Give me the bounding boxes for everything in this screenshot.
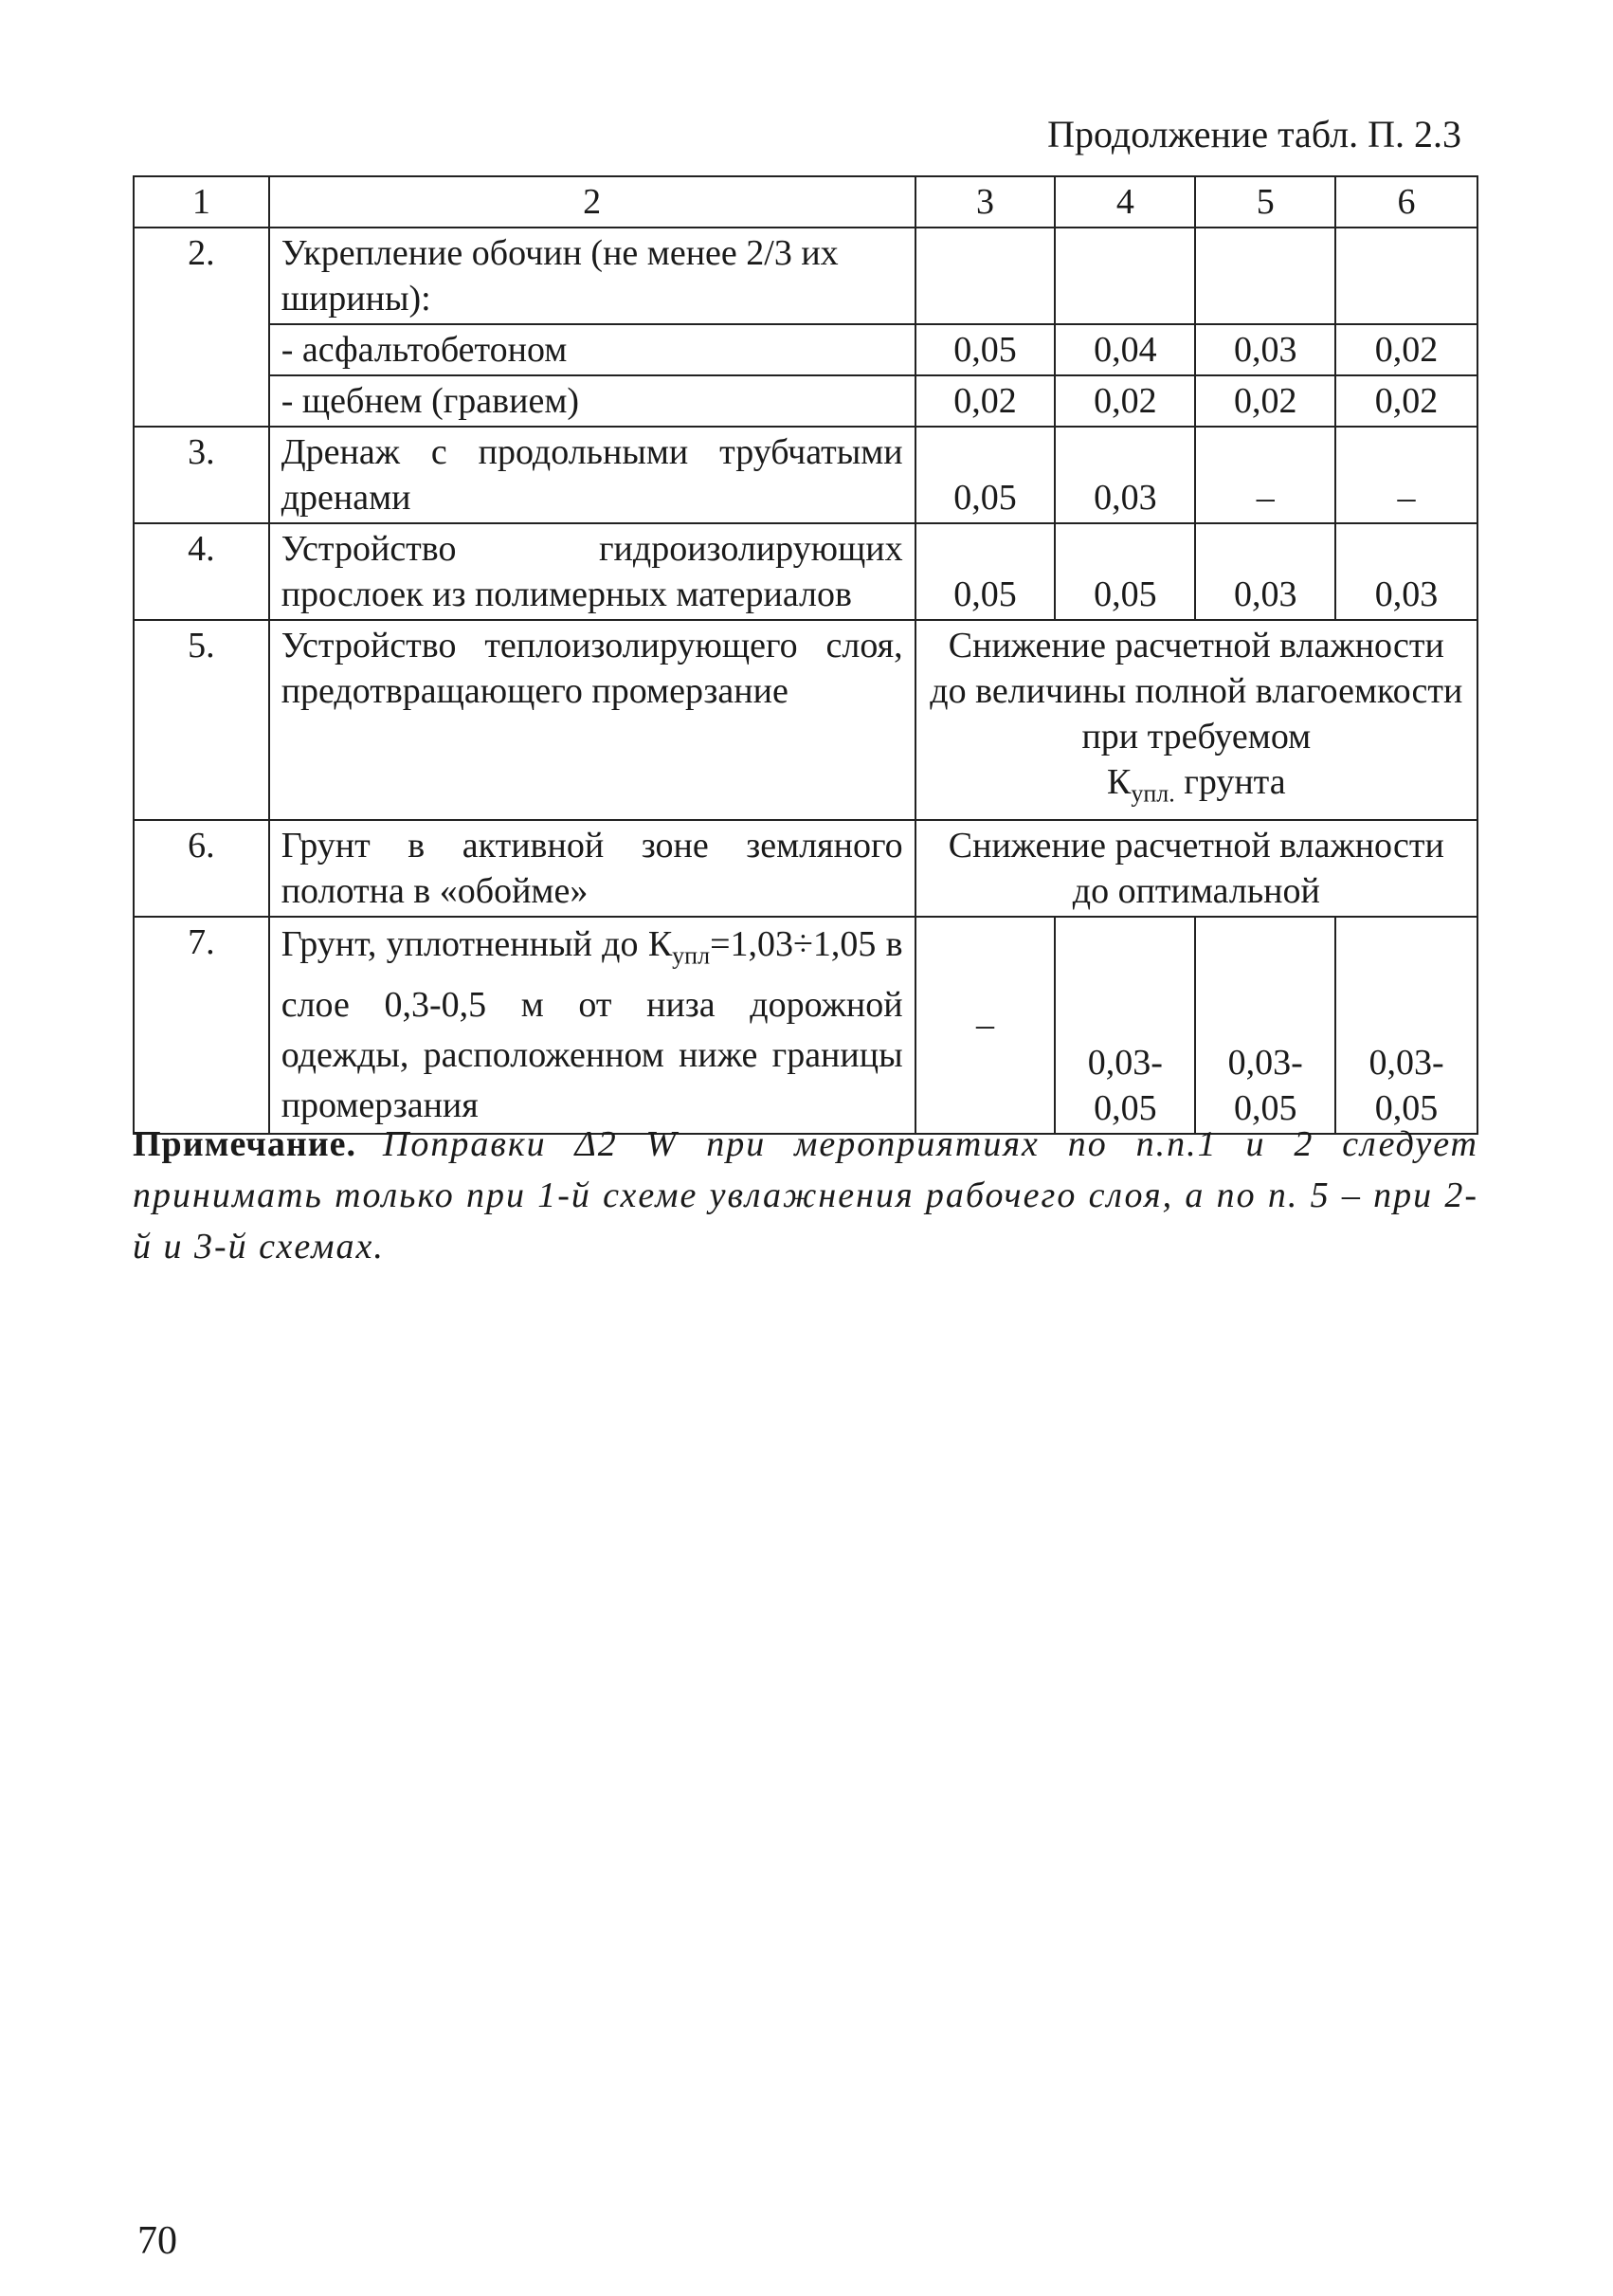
note-label: Примечание. <box>133 1124 356 1164</box>
merged-text: Снижение расчетной влажности до величины полной влагоемкости при требуемом <box>930 626 1463 756</box>
empty-cell <box>1055 228 1195 324</box>
empty-cell <box>915 228 1056 324</box>
merged-tail: грунта <box>1174 762 1286 802</box>
table-row <box>134 228 1477 324</box>
value-cell: 0,02 <box>915 375 1056 427</box>
table-row <box>134 324 1477 375</box>
value-cell: 0,02 <box>1335 324 1477 375</box>
table-row <box>134 375 1477 427</box>
row-description: Устройство теплоизолирующего слоя, предотвращающего промерзание <box>269 620 915 820</box>
value-cell: 0,05 <box>1055 523 1195 620</box>
value-cell: 0,05 <box>915 427 1056 523</box>
table-continuation-caption: Продолжение табл. П. 2.3 <box>1047 113 1461 155</box>
row-number: 6. <box>134 820 269 917</box>
table-row <box>134 917 1477 1135</box>
value-cell: 0,03-0,05 <box>1335 917 1477 1135</box>
value-cell: 0,03 <box>1055 427 1195 523</box>
table-header-row <box>134 176 1477 228</box>
footnote <box>133 1119 1478 1272</box>
value-cell: 0,02 <box>1195 375 1335 427</box>
header-cell: 4 <box>1055 176 1195 228</box>
merged-value-cell <box>915 620 1477 820</box>
value-cell: 0,04 <box>1055 324 1195 375</box>
value-cell: – <box>915 917 1056 1135</box>
merged-value-cell: Снижение расчетной влажности до оптимальной <box>915 820 1477 917</box>
value-cell: 0,03 <box>1195 523 1335 620</box>
row-subitem: - щебнем (гравием) <box>269 375 915 427</box>
row-description: Укрепление обочин (не менее 2/3 их ширины): <box>269 228 915 324</box>
k-subscript: упл. <box>1131 779 1175 808</box>
row-number: 7. <box>134 917 269 1135</box>
data-table <box>133 175 1478 1135</box>
value-cell: 0,02 <box>1335 375 1477 427</box>
table-row <box>134 620 1477 820</box>
k-subscript: упл <box>672 941 711 970</box>
header-cell: 1 <box>134 176 269 228</box>
row-description: Устройство гидроизолирующих прослоек из полимерных материалов <box>269 523 915 620</box>
value-cell: 0,05 <box>915 523 1056 620</box>
value-cell: 0,03-0,05 <box>1055 917 1195 1135</box>
row-number: 4. <box>134 523 269 620</box>
row-description <box>269 917 915 1135</box>
row-description: Грунт в активной зоне земляного полотна в «обойме» <box>269 820 915 917</box>
row-description: Дренаж с продольными трубчатыми дренами <box>269 427 915 523</box>
row-number: 5. <box>134 620 269 820</box>
value-cell: – <box>1195 427 1335 523</box>
header-cell: 6 <box>1335 176 1477 228</box>
row-number: 3. <box>134 427 269 523</box>
k-symbol: К <box>1107 762 1132 802</box>
table-row <box>134 820 1477 917</box>
empty-cell <box>1335 228 1477 324</box>
value-cell: 0,03 <box>1195 324 1335 375</box>
table-row <box>134 523 1477 620</box>
page-number: 70 <box>137 2219 177 2263</box>
value-cell: – <box>1335 427 1477 523</box>
value-cell: 0,03-0,05 <box>1195 917 1335 1135</box>
value-cell: 0,02 <box>1055 375 1195 427</box>
header-cell: 2 <box>269 176 915 228</box>
empty-cell <box>1195 228 1335 324</box>
row-subitem: - асфальтобетоном <box>269 324 915 375</box>
desc-part: Грунт, уплотненный до К <box>281 923 673 964</box>
header-cell: 5 <box>1195 176 1335 228</box>
table-row <box>134 427 1477 523</box>
row-number: 2. <box>134 228 269 427</box>
note-text: Поправки Δ2 W при мероприятиях по п.п.1 и 2 следует принимать только при 1-й схеме увлажнения рабочего слоя, а по п. 5 – при 2-й и 3-й схемах. <box>133 1124 1478 1266</box>
value-cell: 0,05 <box>915 324 1056 375</box>
header-cell: 3 <box>915 176 1056 228</box>
desc-part: =1,03÷1,05 в слое 0,3-0,5 м от низа дорожной одежды, расположенном ниже границы промерзания <box>281 923 903 1126</box>
value-cell: 0,03 <box>1335 523 1477 620</box>
